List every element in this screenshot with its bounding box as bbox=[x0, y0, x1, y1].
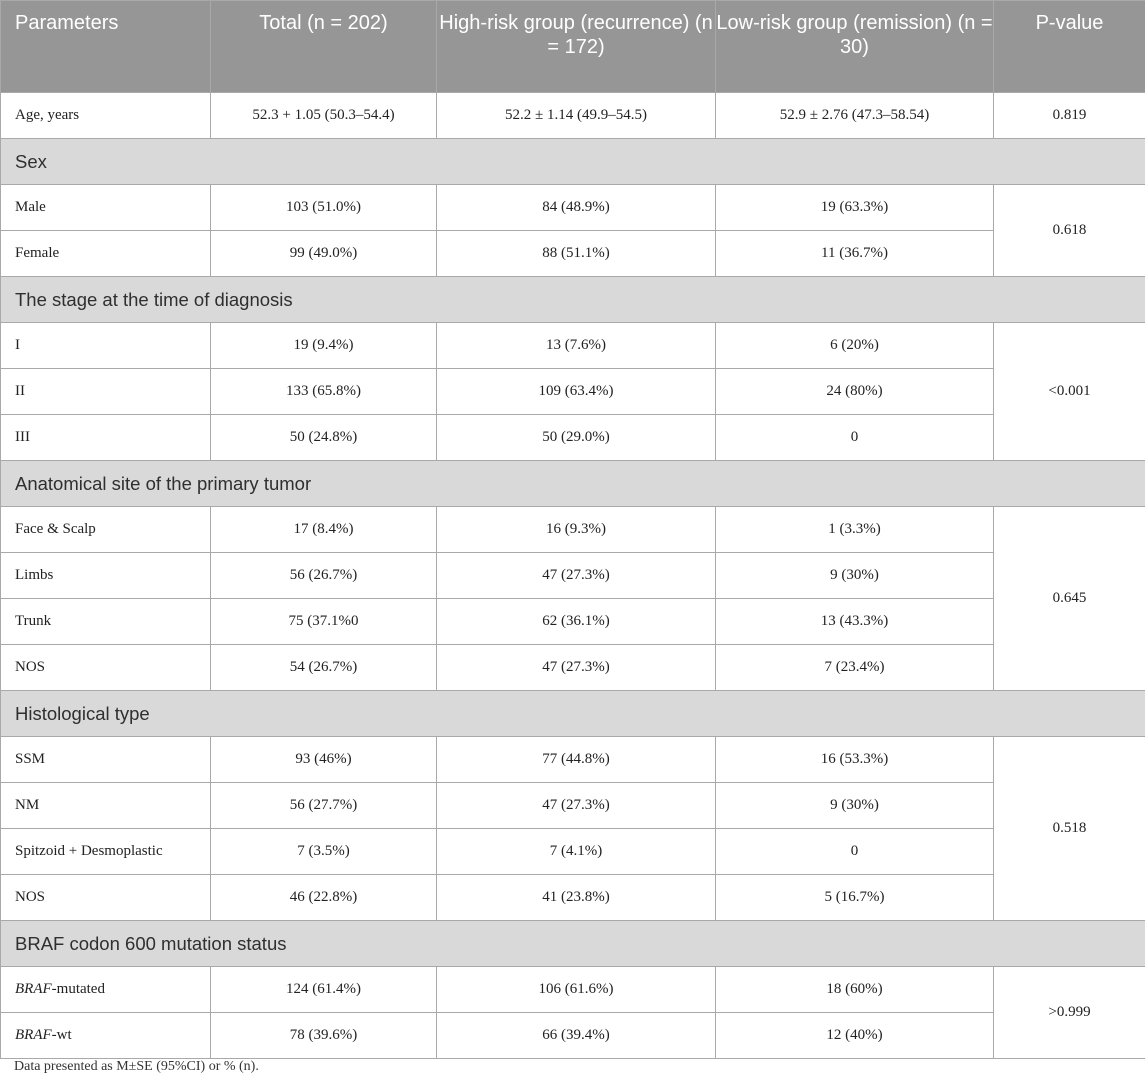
table-row bbox=[1, 875, 1145, 921]
section-title-sex: Sex bbox=[1, 139, 1145, 185]
row-label: Male bbox=[1, 185, 211, 231]
section-title-histology: Histological type bbox=[1, 691, 1145, 737]
cell-high-risk: 88 (51.1%) bbox=[437, 231, 716, 277]
cell-total: 52.3 + 1.05 (50.3–54.4) bbox=[211, 93, 437, 139]
cell-p-value: <0.001 bbox=[994, 323, 1145, 461]
table-row bbox=[1, 93, 1145, 139]
header-row bbox=[1, 1, 1145, 93]
cell-total: 17 (8.4%) bbox=[211, 507, 437, 553]
cell-p-value: >0.999 bbox=[994, 967, 1145, 1059]
table-row bbox=[1, 507, 1145, 553]
cell-total: 93 (46%) bbox=[211, 737, 437, 783]
cell-high-risk: 41 (23.8%) bbox=[437, 875, 716, 921]
cell-low-risk: 9 (30%) bbox=[716, 783, 994, 829]
cell-low-risk: 16 (53.3%) bbox=[716, 737, 994, 783]
table-row bbox=[1, 645, 1145, 691]
cell-high-risk: 84 (48.9%) bbox=[437, 185, 716, 231]
row-label-suffix: -wt bbox=[51, 1027, 72, 1043]
row-label: Female bbox=[1, 231, 211, 277]
header-parameters: Parameters bbox=[1, 1, 211, 93]
section-title-stage: The stage at the time of diagnosis bbox=[1, 277, 1145, 323]
cell-high-risk: 16 (9.3%) bbox=[437, 507, 716, 553]
cell-high-risk: 66 (39.4%) bbox=[437, 1013, 716, 1059]
cell-p-value: 0.645 bbox=[994, 507, 1145, 691]
row-label: NOS bbox=[1, 875, 211, 921]
cell-high-risk: 52.2 ± 1.14 (49.9–54.5) bbox=[437, 93, 716, 139]
row-label: I bbox=[1, 323, 211, 369]
section-title-braf: BRAF codon 600 mutation status bbox=[1, 921, 1145, 967]
section-row bbox=[1, 461, 1145, 507]
cell-total: 56 (27.7%) bbox=[211, 783, 437, 829]
table-row bbox=[1, 415, 1145, 461]
header-total: Total (n = 202) bbox=[211, 1, 437, 93]
gene-name: BRAF bbox=[15, 981, 52, 997]
table-row bbox=[1, 1013, 1145, 1059]
cell-total: 75 (37.1%0 bbox=[211, 599, 437, 645]
cell-low-risk: 7 (23.4%) bbox=[716, 645, 994, 691]
cell-total: 50 (24.8%) bbox=[211, 415, 437, 461]
section-row bbox=[1, 277, 1145, 323]
table-row bbox=[1, 967, 1145, 1013]
section-title-site: Anatomical site of the primary tumor bbox=[1, 461, 1145, 507]
cell-p-value: 0.819 bbox=[994, 93, 1145, 139]
cell-high-risk: 77 (44.8%) bbox=[437, 737, 716, 783]
cell-total: 103 (51.0%) bbox=[211, 185, 437, 231]
row-label: III bbox=[1, 415, 211, 461]
row-label: SSM bbox=[1, 737, 211, 783]
cell-high-risk: 7 (4.1%) bbox=[437, 829, 716, 875]
table-row bbox=[1, 185, 1145, 231]
row-label: NOS bbox=[1, 645, 211, 691]
cell-low-risk: 6 (20%) bbox=[716, 323, 994, 369]
cell-total: 46 (22.8%) bbox=[211, 875, 437, 921]
header-p-value: P-value bbox=[994, 1, 1145, 93]
table-footnote: Data presented as M±SE (95%CI) or % (n). bbox=[14, 1059, 259, 1074]
cell-low-risk: 24 (80%) bbox=[716, 369, 994, 415]
cell-total: 78 (39.6%) bbox=[211, 1013, 437, 1059]
row-label: NM bbox=[1, 783, 211, 829]
cell-high-risk: 50 (29.0%) bbox=[437, 415, 716, 461]
cell-high-risk: 109 (63.4%) bbox=[437, 369, 716, 415]
cell-low-risk: 18 (60%) bbox=[716, 967, 994, 1013]
cell-low-risk: 0 bbox=[716, 829, 994, 875]
cell-p-value: 0.518 bbox=[994, 737, 1145, 921]
table-row bbox=[1, 783, 1145, 829]
table-row bbox=[1, 553, 1145, 599]
table-row bbox=[1, 737, 1145, 783]
header-low-risk: Low-risk group (remission) (n = 30) bbox=[716, 1, 994, 93]
row-label: Spitzoid + Desmoplastic bbox=[1, 829, 211, 875]
cell-low-risk: 12 (40%) bbox=[716, 1013, 994, 1059]
cell-low-risk: 11 (36.7%) bbox=[716, 231, 994, 277]
section-row bbox=[1, 921, 1145, 967]
cell-low-risk: 13 (43.3%) bbox=[716, 599, 994, 645]
cell-total: 19 (9.4%) bbox=[211, 323, 437, 369]
table-row bbox=[1, 599, 1145, 645]
cell-total: 56 (26.7%) bbox=[211, 553, 437, 599]
cell-low-risk: 52.9 ± 2.76 (47.3–58.54) bbox=[716, 93, 994, 139]
cell-high-risk: 62 (36.1%) bbox=[437, 599, 716, 645]
section-row bbox=[1, 691, 1145, 737]
cell-high-risk: 106 (61.6%) bbox=[437, 967, 716, 1013]
cell-total: 99 (49.0%) bbox=[211, 231, 437, 277]
table-row bbox=[1, 323, 1145, 369]
gene-name: BRAF bbox=[15, 1027, 52, 1043]
row-label bbox=[1, 1013, 211, 1059]
row-label: II bbox=[1, 369, 211, 415]
cell-total: 54 (26.7%) bbox=[211, 645, 437, 691]
cell-low-risk: 19 (63.3%) bbox=[716, 185, 994, 231]
table-row bbox=[1, 369, 1145, 415]
cell-low-risk: 0 bbox=[716, 415, 994, 461]
row-label: Trunk bbox=[1, 599, 211, 645]
cell-total: 133 (65.8%) bbox=[211, 369, 437, 415]
row-label-suffix: -mutated bbox=[51, 981, 105, 997]
cell-high-risk: 47 (27.3%) bbox=[437, 553, 716, 599]
cell-total: 124 (61.4%) bbox=[211, 967, 437, 1013]
header-high-risk: High-risk group (recurrence) (n = 172) bbox=[437, 1, 716, 93]
table-row bbox=[1, 231, 1145, 277]
table-row bbox=[1, 829, 1145, 875]
row-label: Face & Scalp bbox=[1, 507, 211, 553]
row-label: Limbs bbox=[1, 553, 211, 599]
section-row bbox=[1, 139, 1145, 185]
cell-p-value: 0.618 bbox=[994, 185, 1145, 277]
cell-low-risk: 1 (3.3%) bbox=[716, 507, 994, 553]
row-label bbox=[1, 967, 211, 1013]
cell-total: 7 (3.5%) bbox=[211, 829, 437, 875]
cell-high-risk: 47 (27.3%) bbox=[437, 783, 716, 829]
cell-high-risk: 47 (27.3%) bbox=[437, 645, 716, 691]
cell-low-risk: 9 (30%) bbox=[716, 553, 994, 599]
cell-low-risk: 5 (16.7%) bbox=[716, 875, 994, 921]
row-label: Age, years bbox=[1, 93, 211, 139]
cell-high-risk: 13 (7.6%) bbox=[437, 323, 716, 369]
